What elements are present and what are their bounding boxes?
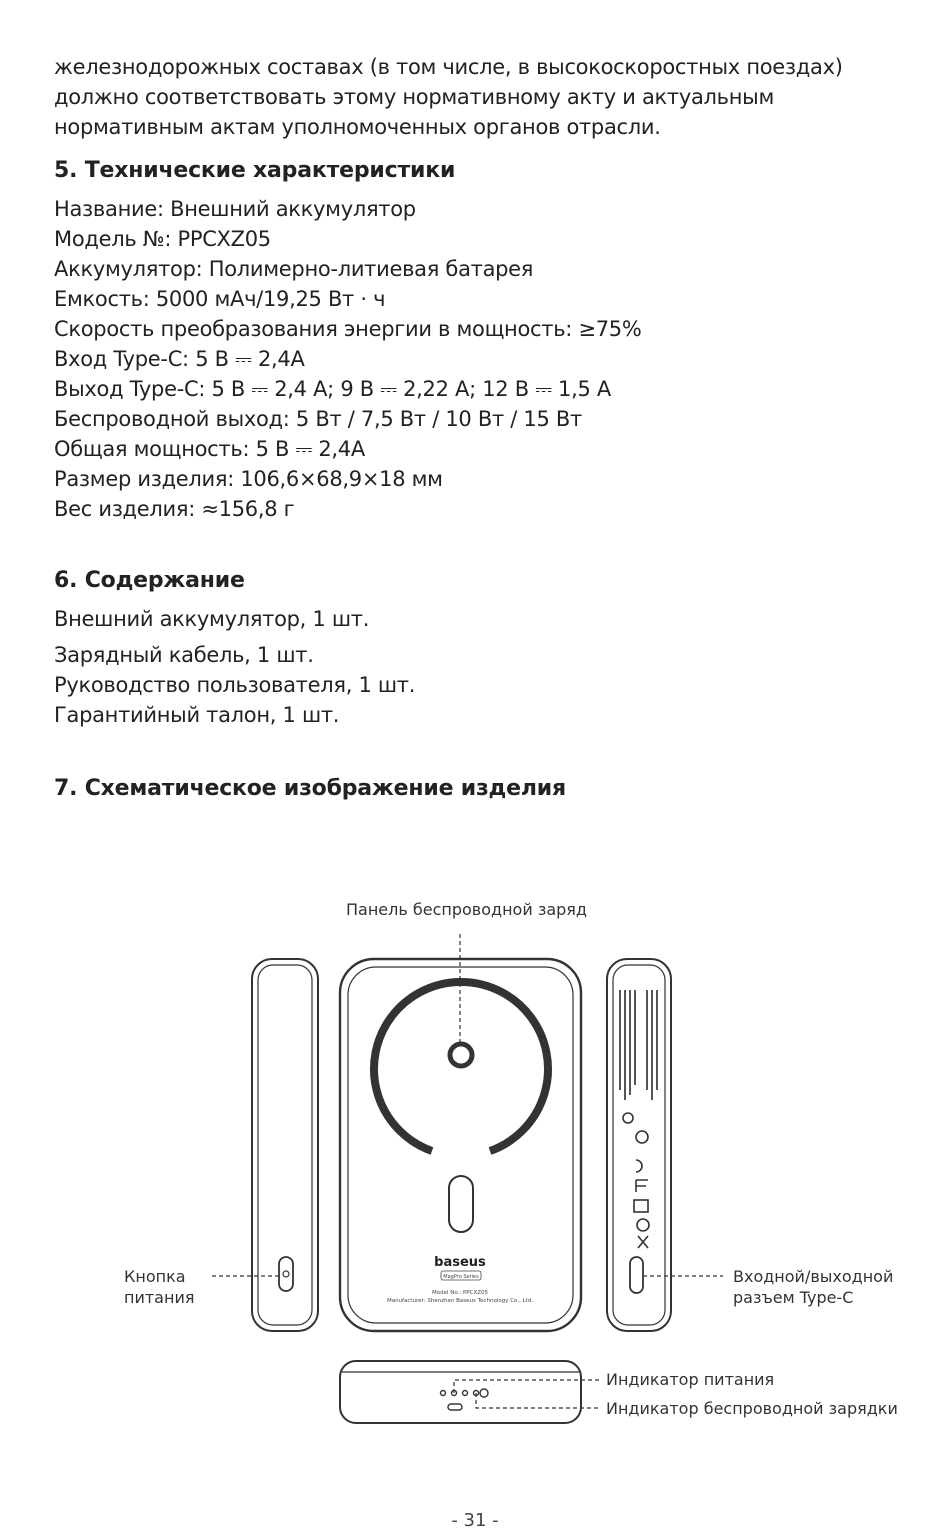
label-typec-line1: Входной/выходной — [733, 1267, 894, 1286]
spec-line: Модель №: PPCXZ05 — [54, 227, 271, 251]
section6-heading: 6. Содержание — [54, 568, 245, 593]
spec-line: Емкость: 5000 мАч/19,25 Вт · ч — [54, 287, 386, 311]
label-power-button-line2: питания — [124, 1288, 195, 1307]
contents-line: Зарядный кабель, 1 шт. — [54, 643, 314, 667]
spec-line: Выход Type-C: 5 В ⎓ 2,4 А; 9 В ⎓ 2,22 А; 12 В ⎓ 1,5 А — [54, 377, 611, 401]
spec-line: Общая мощность: 5 В ⎓ 2,4А — [54, 437, 365, 461]
spec-line: Скорость преобразования энергии в мощность: ≥75% — [54, 317, 642, 341]
page-number: - 31 - — [451, 1510, 499, 1531]
contents-line: Руководство пользователя, 1 шт. — [54, 673, 416, 697]
intro-line-1: железнодорожных составах (в том числе, в высокоскоростных поездах) — [54, 55, 843, 79]
right-side-view — [607, 959, 671, 1331]
label-wireless-panel: Панель беспроводной заряд — [346, 900, 587, 919]
spec-line: Название: Внешний аккумулятор — [54, 197, 416, 221]
manufacturer-text: Manufacturer: Shenzhen Baseus Technology Co., Ltd. — [386, 1298, 534, 1304]
label-power-indicator: Индикатор питания — [606, 1370, 775, 1389]
intro-line-2: должно соответствовать этому нормативному акту и актуальным — [54, 85, 774, 109]
brand-text: baseus — [434, 1255, 486, 1270]
label-power-button-line1: Кнопка — [124, 1267, 186, 1286]
label-typec-line2: разъем Type-C — [733, 1288, 854, 1307]
label-power-button — [124, 1266, 194, 1308]
section5-heading: 5. Технические характеристики — [54, 158, 456, 183]
left-side-view — [252, 959, 318, 1331]
series-text: MagPro Series — [443, 1274, 479, 1280]
label-typec — [733, 1266, 893, 1308]
spec-line: Аккумулятор: Полимерно-литиевая батарея — [54, 257, 534, 281]
model-text: Model No.: PPCXZ05 — [431, 1290, 489, 1296]
spec-line: Размер изделия: 106,6×68,9×18 мм — [54, 467, 443, 491]
spec-line: Вход Type-C: 5 В ⎓ 2,4А — [54, 347, 305, 371]
section7-heading: 7. Схематическое изображение изделия — [54, 776, 566, 801]
spec-line: Вес изделия: ≈156,8 г — [54, 497, 295, 521]
spec-line: Беспроводной выход: 5 Вт / 7,5 Вт / 10 Вт / 15 Вт — [54, 407, 582, 431]
intro-line-3: нормативным актам уполномоченных органов отрасли. — [54, 115, 661, 139]
bottom-view — [340, 1361, 581, 1423]
label-wireless-indicator: Индикатор беспроводной зарядки — [606, 1399, 898, 1418]
contents-line: Внешний аккумулятор, 1 шт. — [54, 607, 370, 631]
contents-line: Гарантийный талон, 1 шт. — [54, 703, 340, 727]
